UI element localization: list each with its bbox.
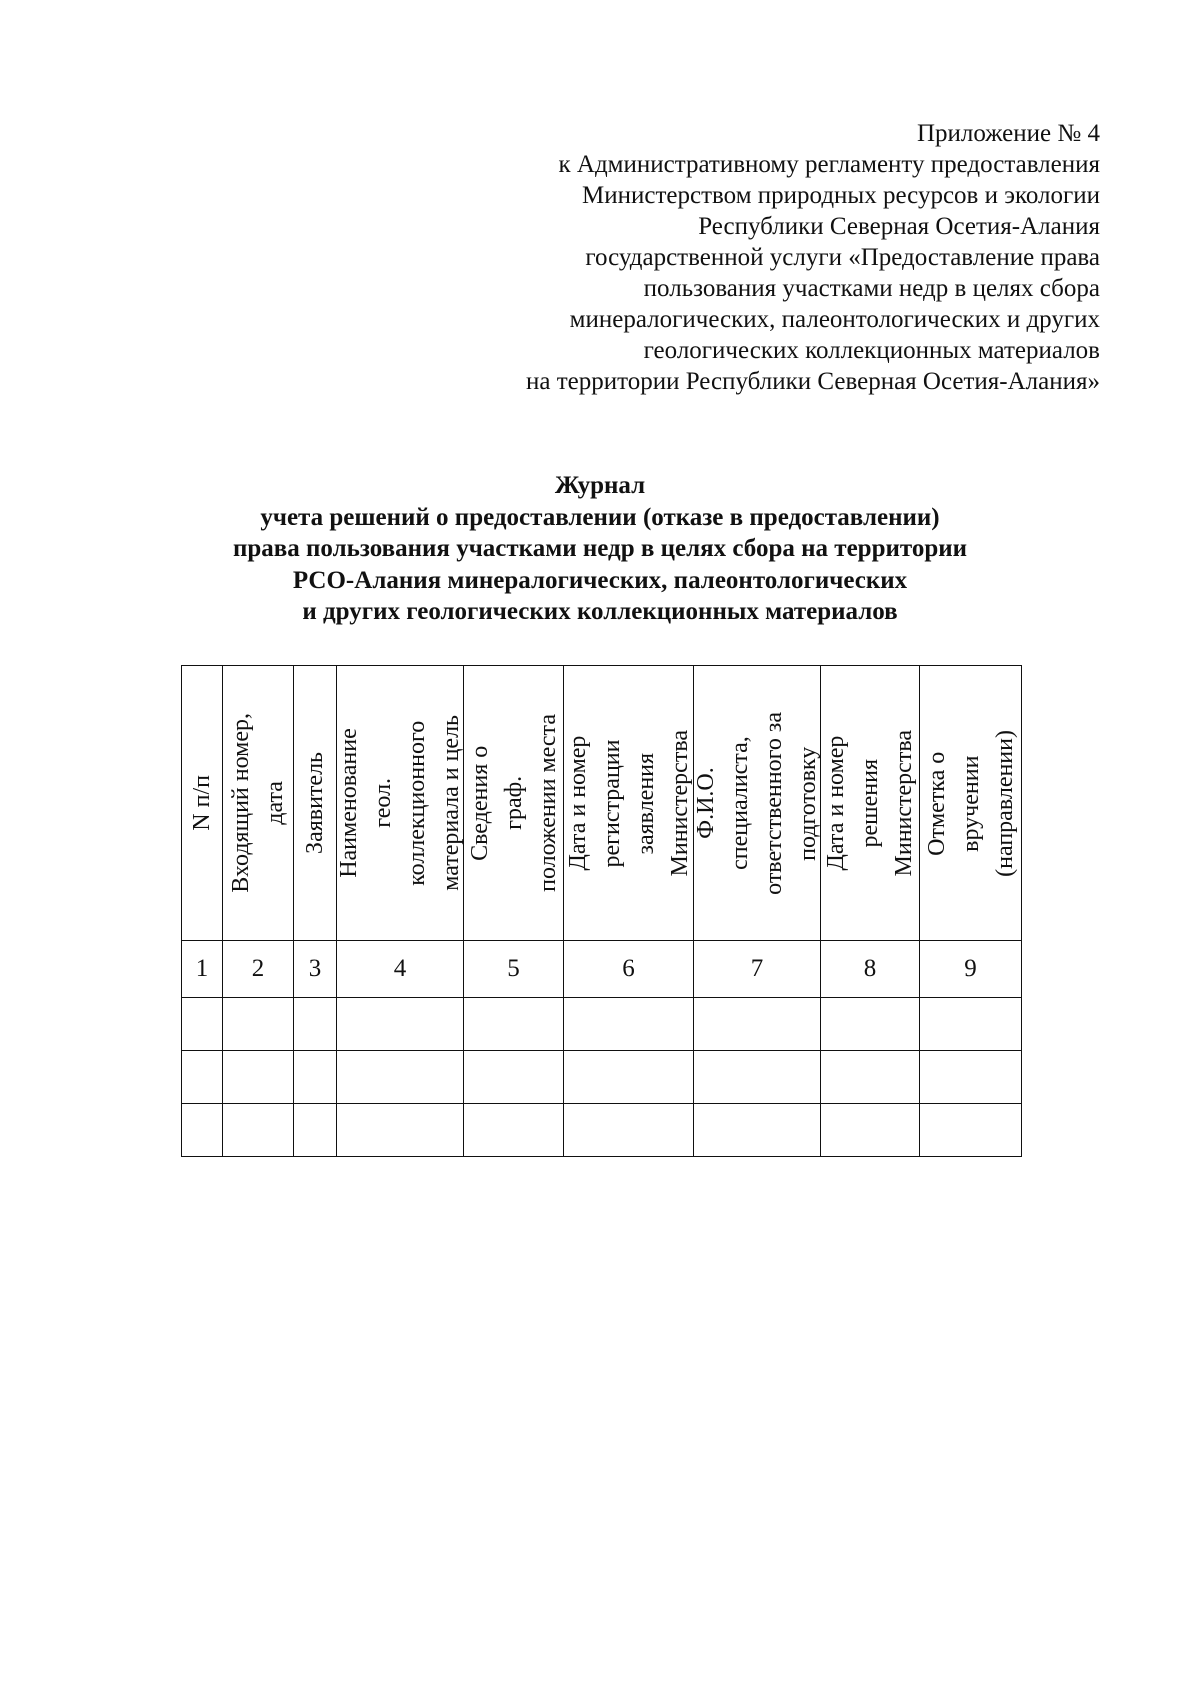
header-cell-number bbox=[182, 666, 223, 941]
empty-cell bbox=[337, 998, 464, 1051]
appendix-line: на территории Республики Северная Осетия-Алания» bbox=[525, 368, 1100, 395]
header-cell-applicant bbox=[294, 666, 337, 941]
empty-cell bbox=[464, 998, 564, 1051]
empty-cell bbox=[821, 1051, 920, 1104]
column-number: 8 bbox=[821, 941, 920, 998]
empty-cell bbox=[920, 1104, 1022, 1157]
header-label: N п/п bbox=[189, 775, 215, 831]
appendix-line: государственной услуги «Предоставление права bbox=[585, 244, 1100, 271]
appendix-header bbox=[380, 118, 1100, 397]
header-label: Заявитель bbox=[302, 752, 328, 854]
empty-cell bbox=[294, 1104, 337, 1157]
header-label: Входящий номер, дата bbox=[228, 713, 288, 893]
empty-cell bbox=[337, 1051, 464, 1104]
column-number: 9 bbox=[920, 941, 1022, 998]
header-row bbox=[182, 666, 1022, 941]
title-line: РСО-Алания минералогических, палеонтологических bbox=[292, 566, 908, 594]
column-number-row bbox=[182, 941, 1022, 998]
header-label: Наименование геол. коллекционного материала и цель bbox=[336, 715, 464, 891]
empty-row bbox=[182, 998, 1022, 1051]
column-number: 4 bbox=[337, 941, 464, 998]
header-label: Отметка о вручении (направлении) bbox=[923, 729, 1018, 877]
header-cell-specialist bbox=[694, 666, 821, 941]
header-label: Ф.И.О. специалиста, ответственного за подготовку bbox=[693, 711, 821, 895]
title-line: учета решений о предоставлении (отказе в предоставлении) bbox=[260, 503, 940, 531]
empty-cell bbox=[821, 998, 920, 1051]
header-cell-material bbox=[337, 666, 464, 941]
header-cell-registration bbox=[564, 666, 694, 941]
empty-cell bbox=[182, 1051, 223, 1104]
column-number: 6 bbox=[564, 941, 694, 998]
appendix-line: к Административному регламенту предоставления bbox=[558, 151, 1100, 178]
header-cell-delivery bbox=[920, 666, 1022, 941]
empty-cell bbox=[223, 1104, 294, 1157]
empty-row bbox=[182, 1051, 1022, 1104]
header-label: Дата и номер регистрации заявления Министерства bbox=[564, 729, 693, 877]
empty-cell bbox=[294, 1051, 337, 1104]
title-line: и других геологических коллекционных материалов bbox=[302, 598, 898, 625]
journal-table bbox=[181, 665, 1022, 1157]
appendix-line: Министерством природных ресурсов и экологии bbox=[582, 182, 1100, 209]
column-number: 3 bbox=[294, 941, 337, 998]
empty-cell bbox=[182, 1104, 223, 1157]
appendix-line: геологических коллекционных материалов bbox=[643, 337, 1100, 364]
empty-cell bbox=[564, 1104, 694, 1157]
empty-cell bbox=[464, 1104, 564, 1157]
column-number: 1 bbox=[182, 941, 223, 998]
appendix-line: минералогических, палеонтологических и других bbox=[569, 306, 1100, 333]
empty-cell bbox=[920, 998, 1022, 1051]
header-cell-decision bbox=[821, 666, 920, 941]
empty-cell bbox=[294, 998, 337, 1051]
empty-cell bbox=[182, 998, 223, 1051]
header-cell-location bbox=[464, 666, 564, 941]
title-line: Журнал bbox=[554, 472, 646, 499]
empty-cell bbox=[564, 998, 694, 1051]
appendix-line: Приложение № 4 bbox=[916, 120, 1100, 147]
empty-cell bbox=[694, 998, 821, 1051]
column-number: 7 bbox=[694, 941, 821, 998]
header-label: Сведения о граф. положении места bbox=[466, 714, 561, 892]
empty-cell bbox=[464, 1051, 564, 1104]
empty-cell bbox=[564, 1051, 694, 1104]
header-label: Дата и номер решения Министерства bbox=[823, 729, 917, 877]
empty-cell bbox=[223, 1051, 294, 1104]
column-number: 2 bbox=[223, 941, 294, 998]
appendix-line: пользования участками недр в целях сбора bbox=[643, 275, 1100, 302]
empty-cell bbox=[223, 998, 294, 1051]
column-number: 5 bbox=[464, 941, 564, 998]
title-line: права пользования участками недр в целях сбора на территории bbox=[232, 535, 968, 562]
empty-cell bbox=[337, 1104, 464, 1157]
empty-cell bbox=[920, 1051, 1022, 1104]
empty-cell bbox=[694, 1051, 821, 1104]
header-cell-incoming bbox=[223, 666, 294, 941]
empty-row bbox=[182, 1104, 1022, 1157]
empty-cell bbox=[694, 1104, 821, 1157]
appendix-line: Республики Северная Осетия-Алания bbox=[698, 213, 1100, 240]
journal-title bbox=[0, 470, 1200, 628]
empty-cell bbox=[821, 1104, 920, 1157]
